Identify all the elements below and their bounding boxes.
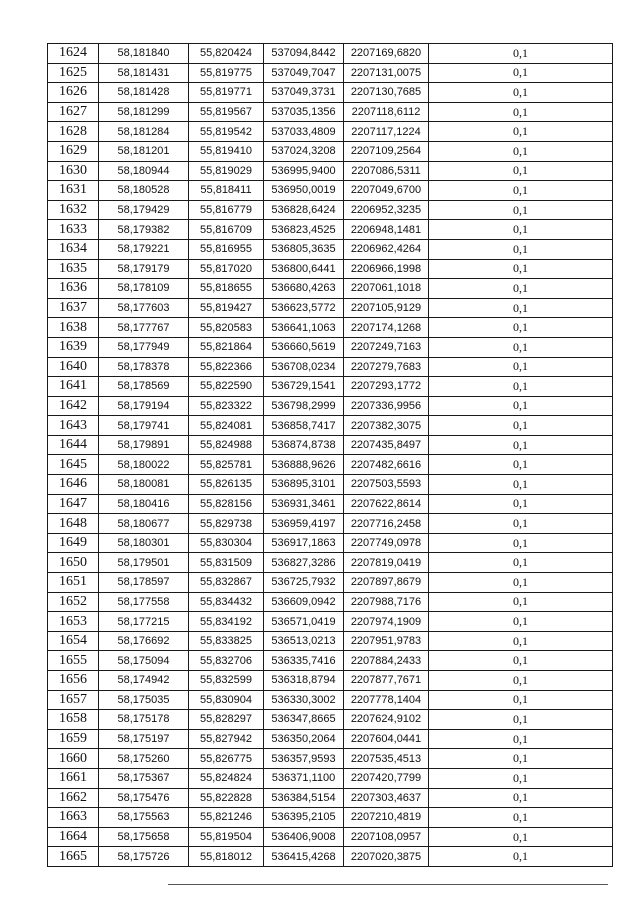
x-coordinate-cell: 536798,2999	[264, 396, 344, 416]
longitude-cell: 55,819567	[189, 102, 264, 122]
latitude-cell: 58,177215	[99, 612, 189, 632]
x-coordinate-cell: 536347,8665	[264, 710, 344, 730]
x-coordinate-cell: 536395,2105	[264, 808, 344, 828]
point-number-cell: 1628	[48, 122, 99, 142]
point-number-cell: 1661	[48, 768, 99, 788]
latitude-cell: 58,179429	[99, 200, 189, 220]
accuracy-cell: 0,1	[429, 44, 613, 64]
accuracy-cell: 0,1	[429, 514, 613, 534]
x-coordinate-cell: 536995,9400	[264, 161, 344, 181]
accuracy-cell: 0,1	[429, 631, 613, 651]
x-coordinate-cell: 536335,7416	[264, 651, 344, 671]
accuracy-cell: 0,1	[429, 337, 613, 357]
longitude-cell: 55,834432	[189, 592, 264, 612]
table-row	[48, 749, 613, 769]
y-coordinate-cell: 2206948,1481	[344, 220, 429, 240]
longitude-cell: 55,822366	[189, 357, 264, 377]
latitude-cell: 58,181428	[99, 83, 189, 103]
table-row	[48, 435, 613, 455]
point-number-cell: 1664	[48, 827, 99, 847]
x-coordinate-cell: 536330,3002	[264, 690, 344, 710]
table-row	[48, 181, 613, 201]
latitude-cell: 58,175726	[99, 847, 189, 867]
table-row	[48, 827, 613, 847]
accuracy-cell: 0,1	[429, 710, 613, 730]
y-coordinate-cell: 2207130,7685	[344, 83, 429, 103]
table-row	[48, 396, 613, 416]
longitude-cell: 55,819504	[189, 827, 264, 847]
accuracy-cell: 0,1	[429, 357, 613, 377]
longitude-cell: 55,832599	[189, 671, 264, 691]
point-number-cell: 1656	[48, 671, 99, 691]
x-coordinate-cell: 537049,3731	[264, 83, 344, 103]
x-coordinate-cell: 536318,8794	[264, 671, 344, 691]
table-row	[48, 768, 613, 788]
table-row	[48, 455, 613, 475]
latitude-cell: 58,179179	[99, 259, 189, 279]
point-number-cell: 1660	[48, 749, 99, 769]
y-coordinate-cell: 2207877,7671	[344, 671, 429, 691]
latitude-cell: 58,180528	[99, 181, 189, 201]
point-number-cell: 1649	[48, 533, 99, 553]
accuracy-cell: 0,1	[429, 612, 613, 632]
latitude-cell: 58,175658	[99, 827, 189, 847]
table-row	[48, 357, 613, 377]
point-number-cell: 1631	[48, 181, 99, 201]
x-coordinate-cell: 536827,3286	[264, 553, 344, 573]
latitude-cell: 58,181299	[99, 102, 189, 122]
x-coordinate-cell: 536917,1863	[264, 533, 344, 553]
longitude-cell: 55,819410	[189, 141, 264, 161]
table-row	[48, 631, 613, 651]
accuracy-cell: 0,1	[429, 141, 613, 161]
x-coordinate-cell: 536729,1541	[264, 377, 344, 397]
latitude-cell: 58,180301	[99, 533, 189, 553]
longitude-cell: 55,819542	[189, 122, 264, 142]
point-number-cell: 1652	[48, 592, 99, 612]
table-row	[48, 239, 613, 259]
table-row	[48, 141, 613, 161]
accuracy-cell: 0,1	[429, 749, 613, 769]
table-row	[48, 102, 613, 122]
y-coordinate-cell: 2207303,4637	[344, 788, 429, 808]
latitude-cell: 58,174942	[99, 671, 189, 691]
latitude-cell: 58,175197	[99, 729, 189, 749]
accuracy-cell: 0,1	[429, 63, 613, 83]
point-number-cell: 1663	[48, 808, 99, 828]
longitude-cell: 55,833825	[189, 631, 264, 651]
x-coordinate-cell: 536805,3635	[264, 239, 344, 259]
x-coordinate-cell: 537094,8442	[264, 44, 344, 64]
table-row	[48, 612, 613, 632]
x-coordinate-cell: 536874,8738	[264, 435, 344, 455]
accuracy-cell: 0,1	[429, 83, 613, 103]
point-number-cell: 1648	[48, 514, 99, 534]
latitude-cell: 58,175035	[99, 690, 189, 710]
latitude-cell: 58,175476	[99, 788, 189, 808]
latitude-cell: 58,181431	[99, 63, 189, 83]
longitude-cell: 55,819029	[189, 161, 264, 181]
accuracy-cell: 0,1	[429, 200, 613, 220]
y-coordinate-cell: 2207249,7163	[344, 337, 429, 357]
accuracy-cell: 0,1	[429, 729, 613, 749]
point-number-cell: 1641	[48, 377, 99, 397]
x-coordinate-cell: 537035,1356	[264, 102, 344, 122]
point-number-cell: 1625	[48, 63, 99, 83]
longitude-cell: 55,819771	[189, 83, 264, 103]
latitude-cell: 58,175563	[99, 808, 189, 828]
point-number-cell: 1630	[48, 161, 99, 181]
table-row	[48, 514, 613, 534]
accuracy-cell: 0,1	[429, 788, 613, 808]
x-coordinate-cell: 536513,0213	[264, 631, 344, 651]
x-coordinate-cell: 536931,3461	[264, 494, 344, 514]
latitude-cell: 58,177603	[99, 298, 189, 318]
latitude-cell: 58,176692	[99, 631, 189, 651]
x-coordinate-cell: 537049,7047	[264, 63, 344, 83]
longitude-cell: 55,819427	[189, 298, 264, 318]
longitude-cell: 55,828297	[189, 710, 264, 730]
longitude-cell: 55,820583	[189, 318, 264, 338]
longitude-cell: 55,819775	[189, 63, 264, 83]
y-coordinate-cell: 2207622,8614	[344, 494, 429, 514]
table-row	[48, 44, 613, 64]
longitude-cell: 55,830904	[189, 690, 264, 710]
longitude-cell: 55,821864	[189, 337, 264, 357]
point-number-cell: 1645	[48, 455, 99, 475]
table-row	[48, 279, 613, 299]
y-coordinate-cell: 2207131,0075	[344, 63, 429, 83]
y-coordinate-cell: 2207420,7799	[344, 768, 429, 788]
table-row	[48, 377, 613, 397]
table-row	[48, 533, 613, 553]
y-coordinate-cell: 2207049,6700	[344, 181, 429, 201]
latitude-cell: 58,180081	[99, 475, 189, 495]
latitude-cell: 58,178569	[99, 377, 189, 397]
longitude-cell: 55,828156	[189, 494, 264, 514]
y-coordinate-cell: 2207210,4819	[344, 808, 429, 828]
longitude-cell: 55,824988	[189, 435, 264, 455]
table-row	[48, 710, 613, 730]
y-coordinate-cell: 2206962,4264	[344, 239, 429, 259]
longitude-cell: 55,822590	[189, 377, 264, 397]
table-row	[48, 553, 613, 573]
latitude-cell: 58,179891	[99, 435, 189, 455]
x-coordinate-cell: 536828,6424	[264, 200, 344, 220]
accuracy-cell: 0,1	[429, 455, 613, 475]
y-coordinate-cell: 2206966,1998	[344, 259, 429, 279]
longitude-cell: 55,823322	[189, 396, 264, 416]
y-coordinate-cell: 2207382,3075	[344, 416, 429, 436]
x-coordinate-cell: 536725,7932	[264, 573, 344, 593]
point-number-cell: 1646	[48, 475, 99, 495]
latitude-cell: 58,178597	[99, 573, 189, 593]
latitude-cell: 58,178109	[99, 279, 189, 299]
table-row	[48, 416, 613, 436]
x-coordinate-cell: 536823,4525	[264, 220, 344, 240]
accuracy-cell: 0,1	[429, 671, 613, 691]
y-coordinate-cell: 2206952,3235	[344, 200, 429, 220]
table-row	[48, 318, 613, 338]
point-number-cell: 1635	[48, 259, 99, 279]
x-coordinate-cell: 536680,4263	[264, 279, 344, 299]
longitude-cell: 55,818012	[189, 847, 264, 867]
point-number-cell: 1627	[48, 102, 99, 122]
table-row	[48, 200, 613, 220]
table-row	[48, 161, 613, 181]
y-coordinate-cell: 2207974,1909	[344, 612, 429, 632]
latitude-cell: 58,179382	[99, 220, 189, 240]
y-coordinate-cell: 2207819,0419	[344, 553, 429, 573]
accuracy-cell: 0,1	[429, 396, 613, 416]
longitude-cell: 55,818655	[189, 279, 264, 299]
point-number-cell: 1653	[48, 612, 99, 632]
latitude-cell: 58,181840	[99, 44, 189, 64]
accuracy-cell: 0,1	[429, 592, 613, 612]
coordinates-table-body	[48, 44, 613, 867]
point-number-cell: 1637	[48, 298, 99, 318]
accuracy-cell: 0,1	[429, 181, 613, 201]
x-coordinate-cell: 536357,9593	[264, 749, 344, 769]
accuracy-cell: 0,1	[429, 161, 613, 181]
table-row	[48, 729, 613, 749]
accuracy-cell: 0,1	[429, 808, 613, 828]
point-number-cell: 1658	[48, 710, 99, 730]
accuracy-cell: 0,1	[429, 827, 613, 847]
point-number-cell: 1626	[48, 83, 99, 103]
point-number-cell: 1636	[48, 279, 99, 299]
y-coordinate-cell: 2207279,7683	[344, 357, 429, 377]
y-coordinate-cell: 2207109,2564	[344, 141, 429, 161]
y-coordinate-cell: 2207988,7176	[344, 592, 429, 612]
x-coordinate-cell: 536895,3101	[264, 475, 344, 495]
accuracy-cell: 0,1	[429, 553, 613, 573]
longitude-cell: 55,816709	[189, 220, 264, 240]
longitude-cell: 55,829738	[189, 514, 264, 534]
table-row	[48, 808, 613, 828]
table-row	[48, 788, 613, 808]
x-coordinate-cell: 536415,4268	[264, 847, 344, 867]
x-coordinate-cell: 536384,5154	[264, 788, 344, 808]
accuracy-cell: 0,1	[429, 377, 613, 397]
point-number-cell: 1654	[48, 631, 99, 651]
longitude-cell: 55,825781	[189, 455, 264, 475]
y-coordinate-cell: 2207293,1772	[344, 377, 429, 397]
longitude-cell: 55,826775	[189, 749, 264, 769]
y-coordinate-cell: 2207020,3875	[344, 847, 429, 867]
accuracy-cell: 0,1	[429, 651, 613, 671]
accuracy-cell: 0,1	[429, 259, 613, 279]
latitude-cell: 58,177767	[99, 318, 189, 338]
point-number-cell: 1665	[48, 847, 99, 867]
coordinates-table	[47, 43, 613, 867]
point-number-cell: 1624	[48, 44, 99, 64]
table-row	[48, 259, 613, 279]
y-coordinate-cell: 2207604,0441	[344, 729, 429, 749]
y-coordinate-cell: 2207086,5311	[344, 161, 429, 181]
latitude-cell: 58,175178	[99, 710, 189, 730]
accuracy-cell: 0,1	[429, 494, 613, 514]
table-row	[48, 83, 613, 103]
table-row	[48, 337, 613, 357]
latitude-cell: 58,179221	[99, 239, 189, 259]
longitude-cell: 55,827942	[189, 729, 264, 749]
x-coordinate-cell: 536858,7417	[264, 416, 344, 436]
point-number-cell: 1659	[48, 729, 99, 749]
longitude-cell: 55,816955	[189, 239, 264, 259]
point-number-cell: 1655	[48, 651, 99, 671]
latitude-cell: 58,181201	[99, 141, 189, 161]
accuracy-cell: 0,1	[429, 573, 613, 593]
x-coordinate-cell: 536350,2064	[264, 729, 344, 749]
accuracy-cell: 0,1	[429, 298, 613, 318]
latitude-cell: 58,179194	[99, 396, 189, 416]
x-coordinate-cell: 536959,4197	[264, 514, 344, 534]
latitude-cell: 58,179741	[99, 416, 189, 436]
latitude-cell: 58,175094	[99, 651, 189, 671]
latitude-cell: 58,178378	[99, 357, 189, 377]
point-number-cell: 1640	[48, 357, 99, 377]
y-coordinate-cell: 2207482,6616	[344, 455, 429, 475]
longitude-cell: 55,832867	[189, 573, 264, 593]
accuracy-cell: 0,1	[429, 220, 613, 240]
latitude-cell: 58,180022	[99, 455, 189, 475]
point-number-cell: 1629	[48, 141, 99, 161]
y-coordinate-cell: 2207778,1404	[344, 690, 429, 710]
y-coordinate-cell: 2207174,1268	[344, 318, 429, 338]
y-coordinate-cell: 2207105,9129	[344, 298, 429, 318]
point-number-cell: 1662	[48, 788, 99, 808]
x-coordinate-cell: 536406,9008	[264, 827, 344, 847]
x-coordinate-cell: 537033,4809	[264, 122, 344, 142]
latitude-cell: 58,180944	[99, 161, 189, 181]
y-coordinate-cell: 2207503,5593	[344, 475, 429, 495]
y-coordinate-cell: 2207535,4513	[344, 749, 429, 769]
table-row	[48, 690, 613, 710]
accuracy-cell: 0,1	[429, 435, 613, 455]
table-row	[48, 220, 613, 240]
latitude-cell: 58,175260	[99, 749, 189, 769]
accuracy-cell: 0,1	[429, 239, 613, 259]
point-number-cell: 1633	[48, 220, 99, 240]
longitude-cell: 55,816779	[189, 200, 264, 220]
longitude-cell: 55,824081	[189, 416, 264, 436]
point-number-cell: 1647	[48, 494, 99, 514]
accuracy-cell: 0,1	[429, 847, 613, 867]
y-coordinate-cell: 2207435,8497	[344, 435, 429, 455]
latitude-cell: 58,179501	[99, 553, 189, 573]
latitude-cell: 58,181284	[99, 122, 189, 142]
table-row	[48, 475, 613, 495]
table-row	[48, 592, 613, 612]
x-coordinate-cell: 536623,5772	[264, 298, 344, 318]
table-row	[48, 494, 613, 514]
y-coordinate-cell: 2207118,6112	[344, 102, 429, 122]
x-coordinate-cell: 536888,9626	[264, 455, 344, 475]
point-number-cell: 1643	[48, 416, 99, 436]
point-number-cell: 1642	[48, 396, 99, 416]
x-coordinate-cell: 536950,0019	[264, 181, 344, 201]
point-number-cell: 1634	[48, 239, 99, 259]
x-coordinate-cell: 536571,0419	[264, 612, 344, 632]
y-coordinate-cell: 2207884,2433	[344, 651, 429, 671]
longitude-cell: 55,821246	[189, 808, 264, 828]
x-coordinate-cell: 536660,5619	[264, 337, 344, 357]
longitude-cell: 55,834192	[189, 612, 264, 632]
table-row	[48, 573, 613, 593]
point-number-cell: 1632	[48, 200, 99, 220]
y-coordinate-cell: 2207897,8679	[344, 573, 429, 593]
latitude-cell: 58,180677	[99, 514, 189, 534]
x-coordinate-cell: 536708,0234	[264, 357, 344, 377]
y-coordinate-cell: 2207749,0978	[344, 533, 429, 553]
point-number-cell: 1651	[48, 573, 99, 593]
point-number-cell: 1657	[48, 690, 99, 710]
longitude-cell: 55,831509	[189, 553, 264, 573]
longitude-cell: 55,824824	[189, 768, 264, 788]
x-coordinate-cell: 536800,6441	[264, 259, 344, 279]
longitude-cell: 55,830304	[189, 533, 264, 553]
longitude-cell: 55,832706	[189, 651, 264, 671]
accuracy-cell: 0,1	[429, 122, 613, 142]
accuracy-cell: 0,1	[429, 416, 613, 436]
table-row	[48, 63, 613, 83]
latitude-cell: 58,180416	[99, 494, 189, 514]
x-coordinate-cell: 536641,1063	[264, 318, 344, 338]
longitude-cell: 55,820424	[189, 44, 264, 64]
point-number-cell: 1650	[48, 553, 99, 573]
table-row	[48, 651, 613, 671]
y-coordinate-cell: 2207951,9783	[344, 631, 429, 651]
x-coordinate-cell: 537024,3208	[264, 141, 344, 161]
accuracy-cell: 0,1	[429, 690, 613, 710]
table-row	[48, 298, 613, 318]
y-coordinate-cell: 2207108,0957	[344, 827, 429, 847]
longitude-cell: 55,817020	[189, 259, 264, 279]
y-coordinate-cell: 2207624,9102	[344, 710, 429, 730]
y-coordinate-cell: 2207061,1018	[344, 279, 429, 299]
longitude-cell: 55,818411	[189, 181, 264, 201]
accuracy-cell: 0,1	[429, 533, 613, 553]
x-coordinate-cell: 536609,0942	[264, 592, 344, 612]
longitude-cell: 55,822828	[189, 788, 264, 808]
longitude-cell: 55,826135	[189, 475, 264, 495]
table-row	[48, 671, 613, 691]
table-row	[48, 122, 613, 142]
y-coordinate-cell: 2207716,2458	[344, 514, 429, 534]
latitude-cell: 58,175367	[99, 768, 189, 788]
y-coordinate-cell: 2207169,6820	[344, 44, 429, 64]
latitude-cell: 58,177558	[99, 592, 189, 612]
footer-divider	[168, 884, 608, 885]
accuracy-cell: 0,1	[429, 475, 613, 495]
accuracy-cell: 0,1	[429, 768, 613, 788]
latitude-cell: 58,177949	[99, 337, 189, 357]
y-coordinate-cell: 2207336,9956	[344, 396, 429, 416]
point-number-cell: 1638	[48, 318, 99, 338]
accuracy-cell: 0,1	[429, 279, 613, 299]
table-row	[48, 847, 613, 867]
point-number-cell: 1639	[48, 337, 99, 357]
x-coordinate-cell: 536371,1100	[264, 768, 344, 788]
y-coordinate-cell: 2207117,1224	[344, 122, 429, 142]
point-number-cell: 1644	[48, 435, 99, 455]
accuracy-cell: 0,1	[429, 102, 613, 122]
accuracy-cell: 0,1	[429, 318, 613, 338]
